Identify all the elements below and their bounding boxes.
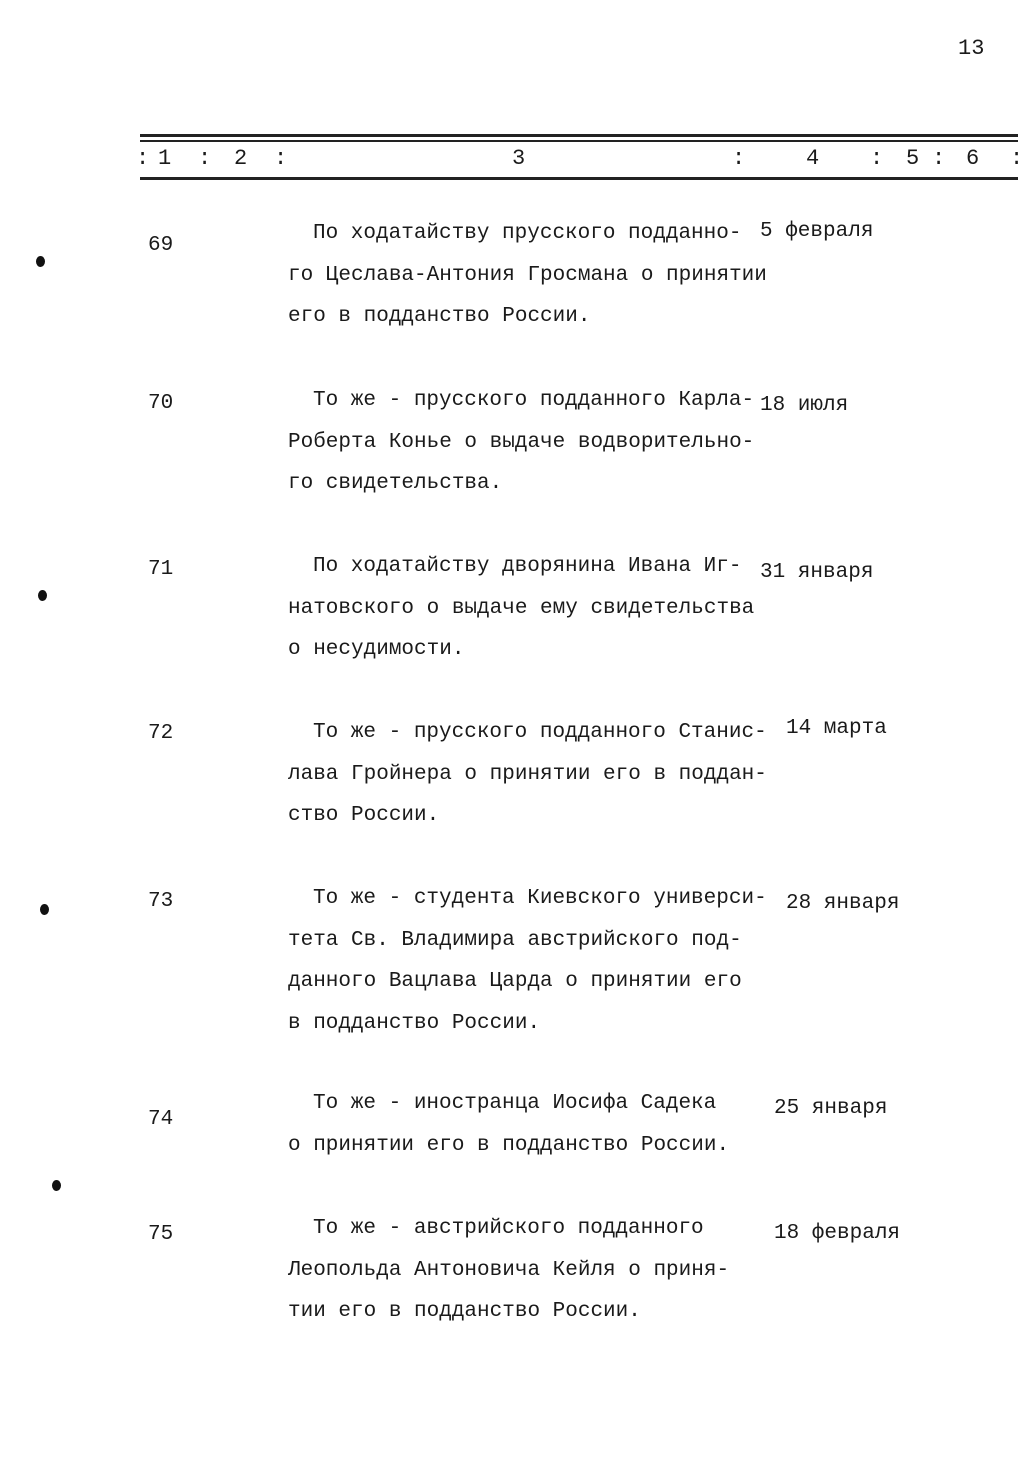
col-header-5: 5 [906, 146, 920, 171]
entry-description-line: По ходатайству прусского подданно- [313, 222, 742, 245]
entry-description-line: го свидетельства. [288, 472, 503, 495]
header-bottom-rule [140, 177, 1018, 180]
entry-description-line: данного Вацлава Царда о принятии его [288, 970, 742, 993]
entry-description-line: Роберта Конье о выдаче водворительно- [288, 430, 755, 454]
entry-description-line: Леопольда Антоновича Кейля о приня- [288, 1258, 730, 1282]
col-header-6: 6 [966, 146, 980, 171]
entry-description-line: ство России. [288, 804, 440, 827]
punch-hole-mark [38, 590, 47, 601]
entry-number: 71 [148, 558, 174, 581]
entry-description-line: То же - австрийского подданного [313, 1217, 704, 1240]
col-header-3: 3 [512, 146, 526, 171]
entry-description-line: о несудимости. [288, 638, 465, 661]
entry-description-line: тета Св. Владимира австрийского под- [288, 928, 742, 952]
col-header-4: 4 [806, 146, 820, 171]
entry-number: 75 [148, 1223, 174, 1246]
page-number: 13 [958, 36, 985, 61]
entry-date: 14 марта [786, 717, 887, 740]
entry-description-line: То же - студента Киевского универси- [313, 887, 767, 910]
entry-description-line: По ходатайству дворянина Ивана Иг- [313, 555, 742, 578]
entry-description-line: го Цеслава-Антония Гросмана о принятии [288, 263, 767, 287]
entry-date: 18 февраля [774, 1222, 901, 1245]
entry-number: 70 [148, 392, 174, 415]
entry-description-line: То же - иностранца Иосифа Садека [313, 1092, 717, 1115]
punch-hole-mark [40, 904, 49, 915]
entry-date: 5 февраля [760, 220, 874, 243]
entry-description-line: его в подданство России. [288, 305, 591, 328]
col-sep: : [732, 146, 746, 171]
entry-number: 69 [148, 234, 174, 257]
entry-date: 18 июля [760, 394, 849, 417]
col-header-1: 1 [158, 146, 172, 171]
header-top-rule [140, 134, 1018, 137]
col-header-2: 2 [234, 146, 248, 171]
entry-date: 28 января [786, 892, 900, 915]
entry-number: 73 [148, 890, 174, 913]
header-top-rule-2 [140, 140, 1018, 142]
entry-description-line: тии его в подданство России. [288, 1300, 641, 1323]
entry-description-line: То же - прусского подданного Карла- [313, 389, 755, 412]
entry-number: 74 [148, 1108, 174, 1131]
col-sep: : [136, 146, 150, 171]
entry-number: 72 [148, 722, 174, 745]
col-sep: : [932, 146, 946, 171]
col-sep: : [870, 146, 884, 171]
entry-date: 25 января [774, 1097, 888, 1120]
col-sep: : [198, 146, 212, 171]
entry-description-line: натовского о выдаче ему свидетельства [288, 596, 755, 620]
entry-description-line: о принятии его в подданство России. [288, 1133, 730, 1157]
entry-description-line: в подданство России. [288, 1011, 541, 1035]
punch-hole-mark [52, 1180, 61, 1191]
entry-description-line: лава Гройнера о принятии его в поддан- [288, 762, 767, 786]
entry-date: 31 января [760, 561, 874, 584]
entry-description-line: То же - прусского подданного Станис- [313, 721, 767, 744]
col-sep: : [274, 146, 288, 171]
punch-hole-mark [36, 256, 45, 267]
col-sep: : [1010, 146, 1024, 171]
